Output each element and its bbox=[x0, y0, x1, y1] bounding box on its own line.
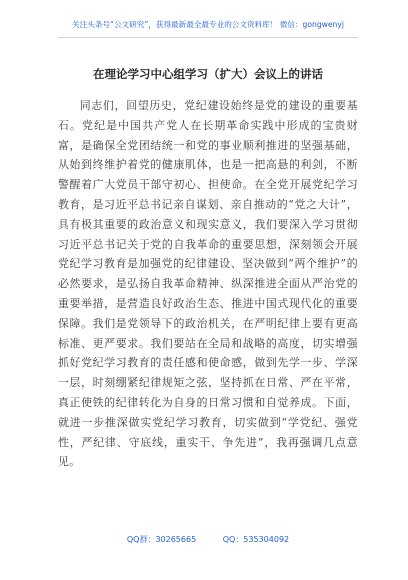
footer-qq-group: QQ群：30265665 bbox=[126, 535, 197, 544]
footer-contact bbox=[58, 534, 358, 545]
document-title: 在理论学习中心组学习（扩大）会议上的讲话 bbox=[93, 67, 323, 81]
header-banner: 关注头条号“公文研究”，获得最新最全最专业的公文资料库！ 微信：gongwenyj bbox=[72, 20, 344, 29]
footer-qq-number: QQ：535304092 bbox=[222, 535, 290, 544]
header-divider bbox=[58, 37, 358, 38]
body-paragraph: 同志们，回望历史，党纪建设始终是党的建设的重要基石。党纪是中国共产党人在长期革命实践中形成的宝贵财富，是确保全党团结统一和党的事业顺利推进的坚强基础，从始到终维护着党的健康肌体，也是一把高悬的利剑，不断警醒着广大党员干部守初心、担使命。在全党开展党纪学习教育，是习近平总书记亲自谋划、亲自推动的“党之大计”，具有极其重要的政治意义和现实意义，我们要深入学习贯彻习近平总书记关于党的自我革命的重要思想，深刻领会开展党纪学习教育是加强党的纪律建设、坚决做到“两个维护”的必然要求，是弘扬自我革命精神、纵深推进全面从严治党的重要举措，是营造良好政治生态、推进中国式现代化的重要保障。我们是党领导下的政治机关，在严明纪律上要有更高标准、更严要求。我们要站在全局和战略的高度，切实增强抓好党纪学习教育的责任感和使命感，做到先学一步、学深一层，时刻绷紧纪律规矩之弦，坚持抓在日常、严在平常，真正使铁的纪律转化为自身的日常习惯和自觉养成。下面，就进一步推深做实党纪学习教育，切实做到“学党纪、强党性，严纪律、守底线，重实干、争先进”，我再强调几点意见。 bbox=[58, 99, 358, 469]
